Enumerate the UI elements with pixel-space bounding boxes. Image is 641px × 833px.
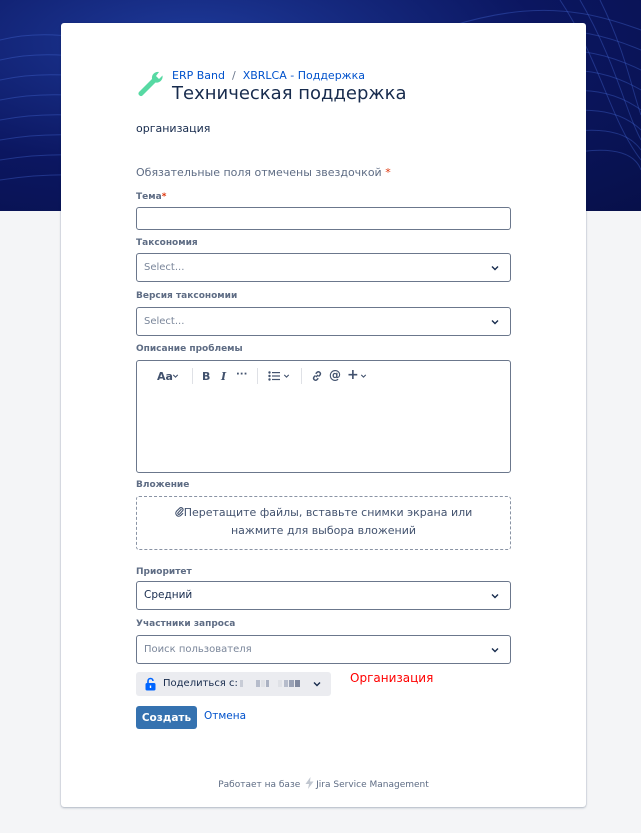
mention-button[interactable]: @	[329, 368, 341, 382]
chevron-down-icon	[283, 373, 290, 379]
powered-by-footer: Работает на базе Jira Service Management	[61, 777, 586, 790]
description-label: Описание проблемы	[136, 344, 243, 354]
breadcrumb-xbrlca-support[interactable]: XBRLCA - Поддержка	[242, 69, 365, 82]
breadcrumb: ERP Band / XBRLCA - Поддержка	[172, 69, 365, 82]
subject-input[interactable]	[136, 207, 511, 230]
paperclip-icon	[175, 506, 184, 517]
dropzone-line-1: Перетащите файлы, вставьте снимки экрана или	[137, 504, 510, 522]
share-with-label: Поделиться с:	[163, 678, 238, 689]
participants-placeholder: Поиск пользователя	[144, 644, 252, 655]
jsm-link[interactable]: Jira Service Management	[316, 780, 429, 790]
organization-text: организация	[136, 122, 211, 135]
taxonomy-version-select[interactable]	[136, 307, 511, 336]
toolbar-divider	[301, 368, 302, 384]
required-fields-note: Обязательные поля отмечены звездочкой *	[136, 166, 391, 179]
organization-annotation: Организация	[350, 671, 434, 685]
dropzone-line-2: нажмите для выбора вложений	[230, 524, 417, 537]
taxonomy-select[interactable]	[136, 253, 511, 282]
participants-search[interactable]	[136, 635, 511, 664]
priority-label: Приоритет	[136, 567, 192, 577]
toolbar-divider	[192, 368, 193, 384]
italic-button[interactable]: I	[221, 370, 227, 383]
chevron-down-icon	[313, 680, 321, 688]
toolbar-divider	[257, 368, 258, 384]
share-with-dropdown[interactable]	[136, 672, 331, 696]
subject-label: Тема*	[136, 192, 167, 202]
priority-value: Средний	[144, 589, 193, 601]
attachment-dropzone[interactable]	[136, 496, 511, 550]
chevron-down-icon	[491, 318, 499, 326]
bullet-list-icon[interactable]	[268, 371, 280, 381]
editor-toolbar	[137, 361, 510, 391]
chevron-down-icon	[360, 373, 367, 379]
attachment-label: Вложение	[136, 480, 190, 490]
redacted-organization	[240, 679, 304, 688]
chevron-down-icon	[172, 373, 179, 379]
participants-label: Участники запроса	[136, 619, 236, 629]
page-title: Техническая поддержка	[172, 83, 407, 104]
breadcrumb-erp-band[interactable]: ERP Band	[172, 69, 225, 82]
bold-button[interactable]: B	[202, 370, 211, 383]
insert-button[interactable]: +	[347, 367, 359, 383]
taxonomy-value: Select...	[144, 262, 185, 273]
more-formatting-button[interactable]: ···	[236, 369, 248, 380]
link-icon[interactable]	[311, 370, 323, 382]
taxonomy-label: Таксономия	[136, 238, 198, 248]
text-style-button[interactable]: Aa	[157, 370, 173, 383]
chevron-down-icon	[491, 592, 499, 600]
cancel-link[interactable]: Отмена	[204, 710, 247, 722]
priority-select[interactable]	[136, 581, 511, 610]
chevron-down-icon	[491, 264, 499, 272]
unlock-icon	[145, 677, 156, 691]
chevron-down-icon	[491, 646, 499, 654]
create-button[interactable]: Создать	[136, 706, 197, 729]
wrench-icon	[135, 69, 165, 101]
jira-bolt-icon	[305, 777, 314, 789]
taxonomy-version-value: Select...	[144, 316, 185, 327]
request-form-card	[61, 23, 586, 807]
taxonomy-version-label: Версия таксономии	[136, 291, 238, 301]
description-editor[interactable]	[136, 360, 511, 473]
